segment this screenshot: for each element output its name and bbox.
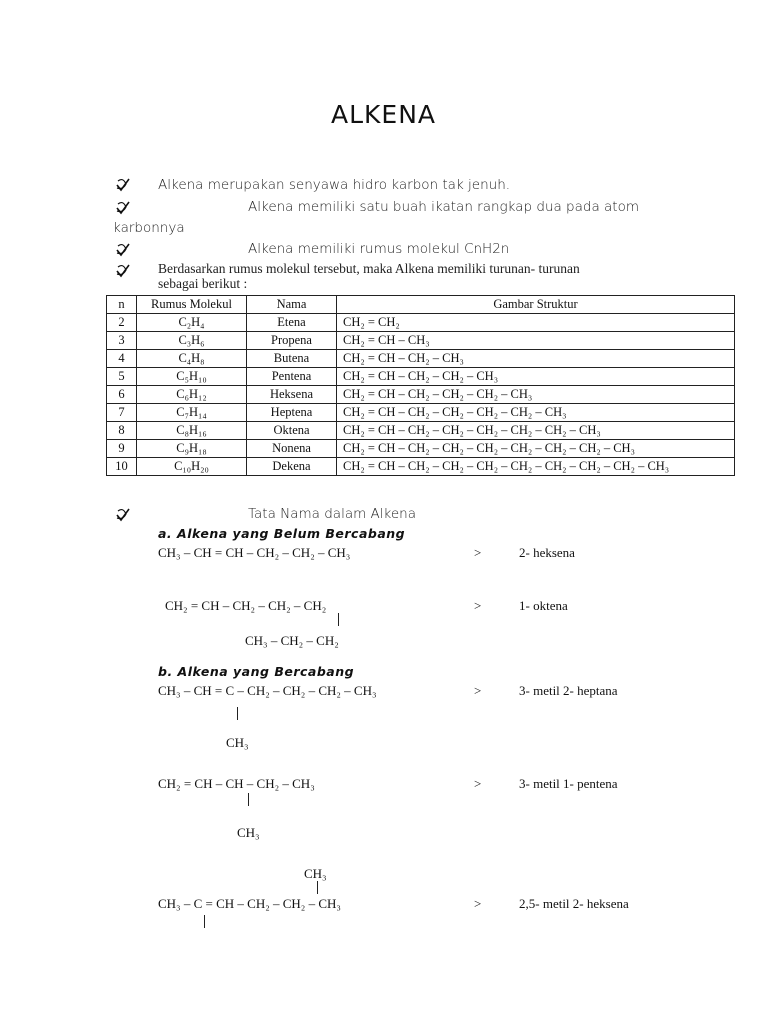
bullet-text-continued: karbonnya xyxy=(113,220,185,236)
example-name: 2- heksena xyxy=(519,545,575,560)
table-row xyxy=(107,422,735,440)
cell-name: Heksena xyxy=(247,386,337,404)
cell-name: Oktena xyxy=(247,422,337,440)
checkmark-bullet-icon xyxy=(114,506,132,524)
bullet-text: Alkena merupakan senyawa hidro karbon tak jenuh. xyxy=(158,177,511,193)
checkmark-bullet-icon xyxy=(114,241,132,259)
cell-formula: C₄H₈ xyxy=(137,350,247,368)
example-name: 2,5- metil 2- heksena xyxy=(519,896,629,911)
cell-name: Dekena xyxy=(247,458,337,476)
cell-n: 2 xyxy=(107,314,137,332)
arrow-symbol: > xyxy=(474,776,482,791)
branch-bond-line xyxy=(338,613,339,626)
cell-n: 8 xyxy=(107,422,137,440)
cell-structure: CH₂ = CH – CH₂ – CH₂ – CH₂ – CH₂ – CH₃ xyxy=(337,404,735,422)
header-name: Nama xyxy=(247,296,337,314)
branch-bond-line xyxy=(204,915,205,928)
naming-heading: Tata Nama dalam Alkena xyxy=(248,506,416,522)
branch-bond-line xyxy=(248,793,249,806)
example-name: 3- metil 1- pentena xyxy=(519,776,618,791)
checkmark-bullet-icon xyxy=(114,176,132,194)
example-formula: CH₃ – CH = C – CH₂ – CH₂ – CH₂ – CH₃ xyxy=(158,683,377,698)
table-row xyxy=(107,440,735,458)
arrow-symbol: > xyxy=(474,683,482,698)
cell-structure: CH₂ = CH – CH₂ – CH₂ – CH₂ – CH₂ – CH₂ – CH₃ xyxy=(337,422,735,440)
bullet-text: Berdasarkan rumus molekul tersebut, maka Alkena memiliki turunan- turunan xyxy=(158,261,580,276)
alkene-table xyxy=(106,295,735,476)
cell-name: Propena xyxy=(247,332,337,350)
example-formula: CH₂ = CH – CH – CH₂ – CH₃ xyxy=(158,776,315,791)
page-title: ALKENA xyxy=(331,100,437,129)
cell-formula: C₉H₁₈ xyxy=(137,440,247,458)
section-a-heading: a. Alkena yang Belum Bercabang xyxy=(158,526,406,541)
cell-n: 10 xyxy=(107,458,137,476)
cell-name: Butena xyxy=(247,350,337,368)
cell-n: 4 xyxy=(107,350,137,368)
cell-structure: CH₂ = CH – CH₂ – CH₂ – CH₂ – CH₂ – CH₂ – CH₂ – CH₃ xyxy=(337,440,735,458)
cell-n: 5 xyxy=(107,368,137,386)
bullet-text: Alkena memiliki rumus molekul CnH2n xyxy=(248,241,510,257)
branch-bond-line xyxy=(237,707,238,720)
cell-name: Pentena xyxy=(247,368,337,386)
cell-formula: C₆H₁₂ xyxy=(137,386,247,404)
table-row xyxy=(107,332,735,350)
table-row xyxy=(107,386,735,404)
example-formula: CH₃ – C = CH – CH₂ – CH₂ – CH₃ xyxy=(158,896,341,911)
table-row xyxy=(107,404,735,422)
cell-formula: C₈H₁₆ xyxy=(137,422,247,440)
arrow-symbol: > xyxy=(474,545,482,560)
cell-structure: CH₂ = CH – CH₂ – CH₂ – CH₃ xyxy=(337,368,735,386)
cell-name: Etena xyxy=(247,314,337,332)
bullet-text: Alkena memiliki satu buah ikatan rangkap dua pada atom xyxy=(248,199,640,215)
table-row xyxy=(107,314,735,332)
cell-structure: CH₂ = CH – CH₂ – CH₂ – CH₂ – CH₃ xyxy=(337,386,735,404)
cell-structure: CH₂ = CH – CH₂ – CH₃ xyxy=(337,350,735,368)
header-n: n xyxy=(107,296,137,314)
cell-n: 7 xyxy=(107,404,137,422)
example-name: 3- metil 2- heptana xyxy=(519,683,618,698)
cell-structure: CH₂ = CH – CH₃ xyxy=(337,332,735,350)
table-header-row xyxy=(107,296,735,314)
arrow-symbol: > xyxy=(474,896,482,911)
table-row xyxy=(107,350,735,368)
cell-formula: C₂H₄ xyxy=(137,314,247,332)
example-branch-top: CH₃ xyxy=(304,866,327,881)
section-b-heading: b. Alkena yang Bercabang xyxy=(158,664,355,679)
example-branch: CH₃ – CH₂ – CH₂ xyxy=(245,633,339,648)
arrow-symbol: > xyxy=(474,598,482,613)
example-name: 1- oktena xyxy=(519,598,568,613)
checkmark-bullet-icon xyxy=(114,262,132,280)
example-branch: CH₃ xyxy=(237,825,260,840)
cell-formula: C₁₀H₂₀ xyxy=(137,458,247,476)
example-formula: CH₃ – CH = CH – CH₂ – CH₂ – CH₃ xyxy=(158,545,351,560)
cell-structure: CH₂ = CH₂ xyxy=(337,314,735,332)
cell-formula: C₇H₁₄ xyxy=(137,404,247,422)
header-formula: Rumus Molekul xyxy=(137,296,247,314)
cell-formula: C₅H₁₀ xyxy=(137,368,247,386)
cell-n: 3 xyxy=(107,332,137,350)
cell-name: Heptena xyxy=(247,404,337,422)
example-branch: CH₃ xyxy=(226,735,249,750)
example-formula: CH₂ = CH – CH₂ – CH₂ – CH₂ xyxy=(165,598,327,613)
cell-name: Nonena xyxy=(247,440,337,458)
cell-n: 6 xyxy=(107,386,137,404)
checkmark-bullet-icon xyxy=(114,199,132,217)
header-structure: Gambar Struktur xyxy=(337,296,735,314)
cell-formula: C₃H₆ xyxy=(137,332,247,350)
table-row xyxy=(107,368,735,386)
branch-bond-line xyxy=(317,881,318,894)
bullet-text-continued: sebagai berikut : xyxy=(158,276,248,291)
cell-n: 9 xyxy=(107,440,137,458)
table-row xyxy=(107,458,735,476)
cell-structure: CH₂ = CH – CH₂ – CH₂ – CH₂ – CH₂ – CH₂ – CH₂ – CH₂ – CH₃ xyxy=(337,458,735,476)
